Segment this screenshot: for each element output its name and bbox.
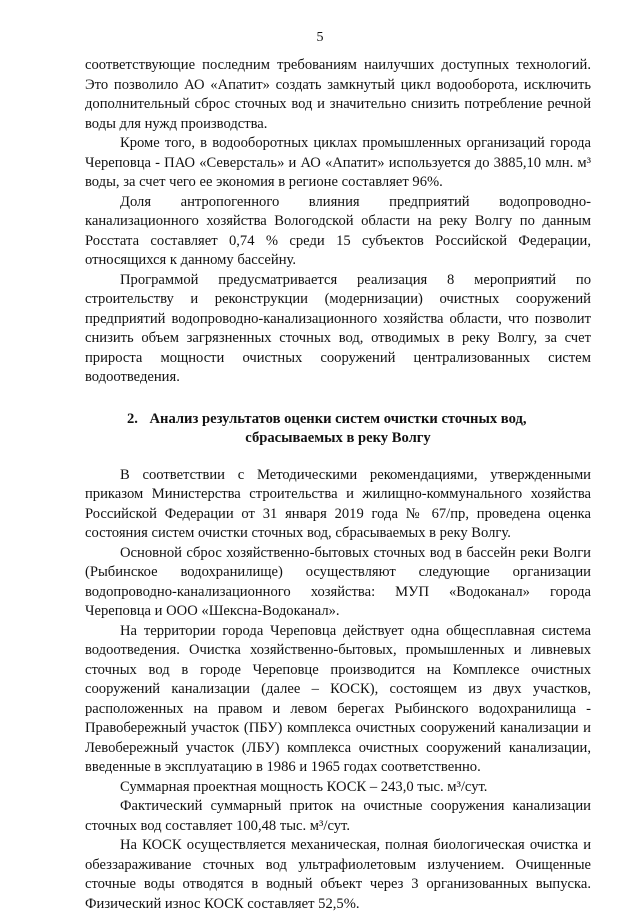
paragraph-main-discharge: Основной сброс хозяйственно-бытовых сточных вод в бассейн реки Волги (Рыбинское водохранилище) осуществляют следующие организации водопроводно-канализационного хозяйства: МУП «Водоканал» города Череповца и ООО «Шексна-Водоканал». [85,544,591,619]
paragraph-methodology: В соответствии с Методическими рекомендациями, утвержденными приказом Министерства строительства и жилищно-коммунального хозяйства Российской Федерации от 31 января 2019 года № 67/пр, проведена оценка состояния систем очистки сточных вод, сбрасываемых в реку Волгу. [85,466,591,541]
paragraph-water-recycling: Кроме того, в водооборотных циклах промышленных организаций города Череповца - ПАО «Северсталь» и АО «Апатит» используется до 3885,10 млн. м³ воды, за счет чего ее экономия в регионе составляет 96%. [85,135,591,190]
page-number: 5 [316,30,324,45]
document-body [85,56,591,914]
paragraph-anthropogenic-share: Доля антропогенного влияния предприятий водопроводно-канализационного хозяйства Вологодской области на реку Волгу по данным Росстата составляет 0,74 % среди 15 субъектов Российской Федерации, относящихся к данному бассейну. [85,193,591,268]
section-number: 2. [127,410,138,427]
section-title-line1: Анализ результатов оценки систем очистки сточных вод, [149,410,527,427]
paragraph-cherepovets-system: На территории города Череповца действует одна общесплавная система водоотведения. Очистка хозяйственно-бытовых, промышленных и ливневых сточных вод в городе Череповце производится на Комплексе очистных сооружений канализации (далее – КОСК), состоящем из двух участков, расположенных на правом и левом берегах Рыбинского водохранилища - Правобережный участок (ПБУ) комплекса очистных сооружений канализации и Левобережный участок (ЛБУ) комплекса очистных сооружений канализации, введенные в эксплуатацию в 1986 и 1965 годах соответственно. [85,622,591,775]
paragraph-design-capacity: Суммарная проектная мощность КОСК – 243,0 тыс. м³/сут. [120,778,488,795]
paragraph-program-measures: Программой предусматривается реализация 8 мероприятий по строительству и реконструкции (модернизации) очистных сооружений предприятий водопроводно-канализационного хозяйства области, что позволит снизить объем загрязненных сточных вод, отводимых в реку Волгу, за счет прироста мощности очистных сооружений централизованных систем водоотведения. [85,271,591,385]
paragraph-continuation: соответствующие последним требованиям наилучших доступных технологий. Это позволило АО «Апатит» создать замкнутый цикл водооборота, исключить дополнительный сброс сточных вод и значительно снизить потребление речной воды для нужд производства. [85,57,591,132]
section-heading [85,410,591,449]
section-title-line2: сбрасываемых в реку Волгу [245,430,431,446]
paragraph-treatment-details: На КОСК осуществляется механическая, полная биологическая очистка и обеззараживание сточных вод ультрафиолетовым излучением. Очищенные сточные воды отводятся в водный объект через 3 организованных выпуска. Физический износ КОСК составляет 52,5%. [85,837,591,912]
paragraph-actual-inflow: Фактический суммарный приток на очистные сооружения канализации сточных вод составляет 100,48 тыс. м³/сут. [85,798,591,834]
